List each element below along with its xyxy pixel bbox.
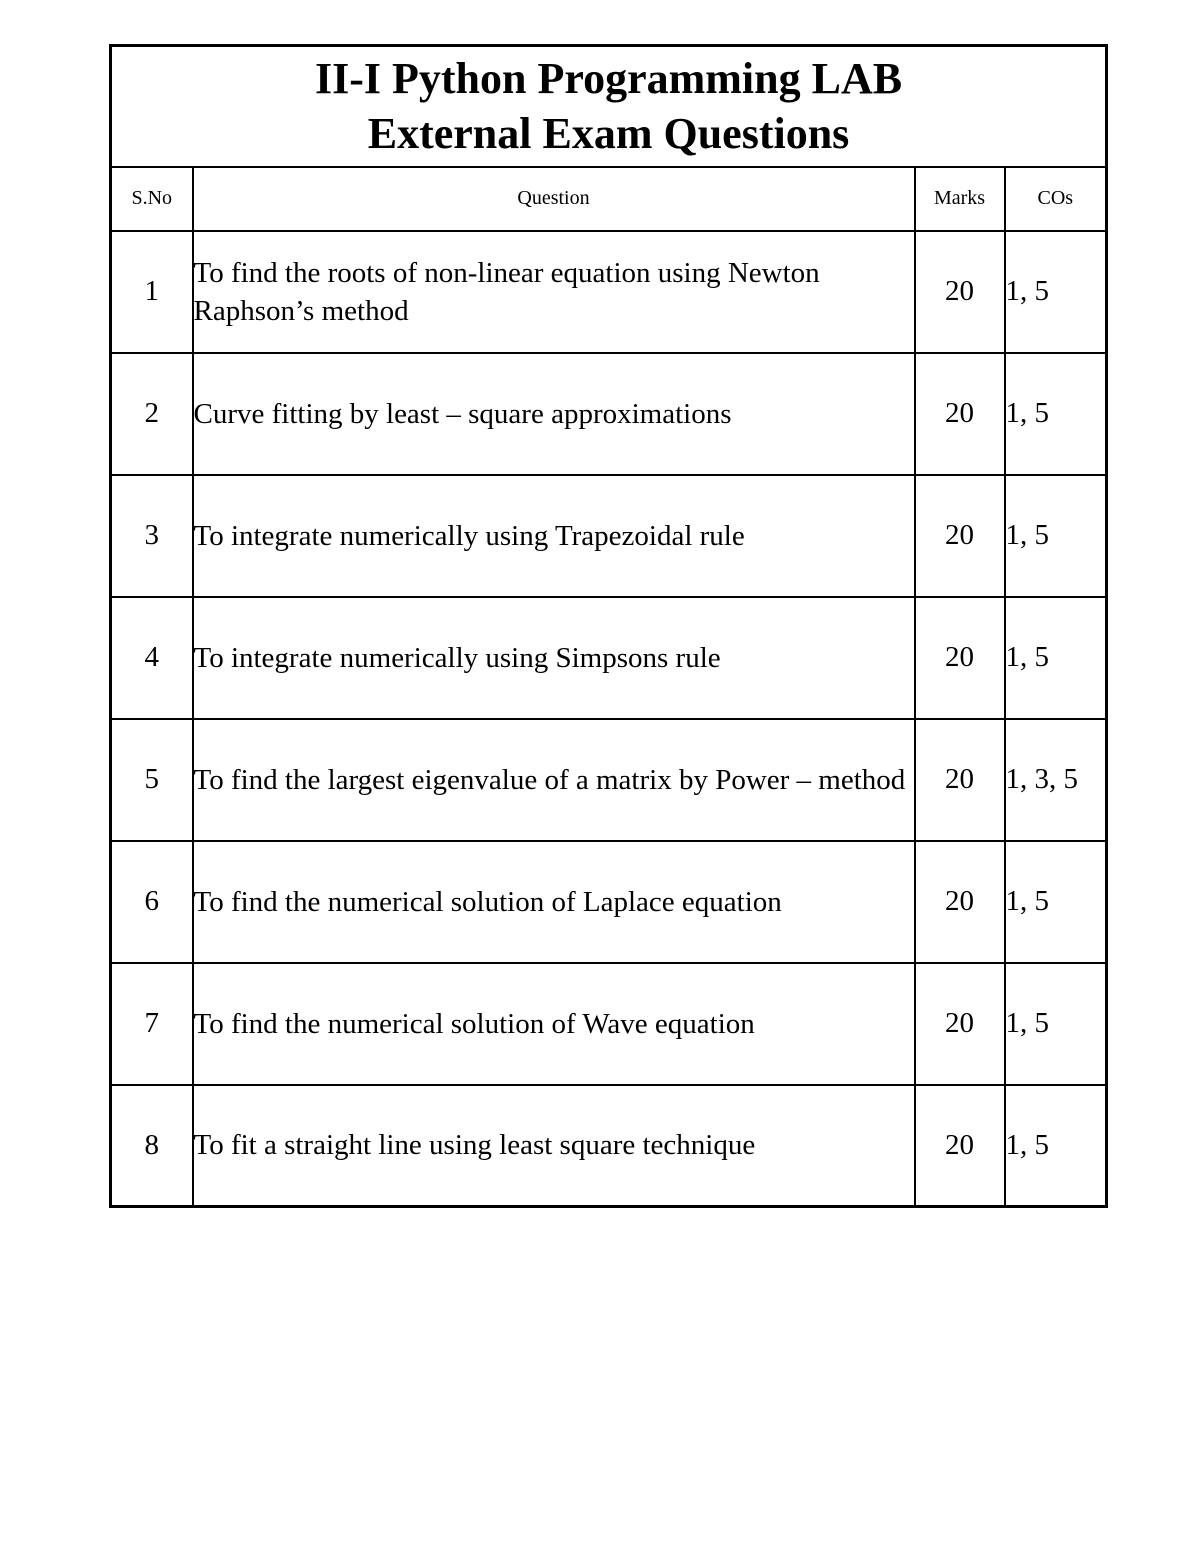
cell-cos: 1, 5 [1005,597,1107,719]
title-line-2: External Exam Questions [367,109,850,159]
page-title [111,46,1107,167]
cell-cos: 1, 5 [1005,231,1107,353]
cell-cos: 1, 5 [1005,1085,1107,1207]
header-cos: COs [1005,167,1107,231]
cell-question: To fit a straight line using least square technique [193,1085,915,1207]
cell-cos: 1, 3, 5 [1005,719,1107,841]
cell-marks: 20 [915,353,1005,475]
header-marks: Marks [915,167,1005,231]
cell-marks: 20 [915,1085,1005,1207]
cell-sno: 4 [111,597,193,719]
cell-cos: 1, 5 [1005,841,1107,963]
cell-marks: 20 [915,597,1005,719]
cell-sno: 6 [111,841,193,963]
table-row [111,231,1107,353]
cell-sno: 8 [111,1085,193,1207]
cell-question: To integrate numerically using Trapezoidal rule [193,475,915,597]
cell-marks: 20 [915,719,1005,841]
table-row [111,841,1107,963]
cell-question: To integrate numerically using Simpsons rule [193,597,915,719]
cell-question: To find the largest eigenvalue of a matrix by Power – method [193,719,915,841]
cell-marks: 20 [915,841,1005,963]
cell-question: To find the numerical solution of Wave equation [193,963,915,1085]
cell-question: To find the roots of non-linear equation using Newton Raphson’s method [193,231,915,353]
table-row [111,963,1107,1085]
cell-marks: 20 [915,963,1005,1085]
table-row [111,719,1107,841]
cell-cos: 1, 5 [1005,353,1107,475]
table-row [111,597,1107,719]
cell-cos: 1, 5 [1005,963,1107,1085]
column-header-row [111,167,1107,231]
cell-sno: 5 [111,719,193,841]
table-row [111,1085,1107,1207]
cell-sno: 3 [111,475,193,597]
cell-sno: 2 [111,353,193,475]
table-row [111,353,1107,475]
cell-question: Curve fitting by least – square approximations [193,353,915,475]
cell-sno: 7 [111,963,193,1085]
cell-marks: 20 [915,231,1005,353]
header-sno: S.No [111,167,193,231]
cell-question: To find the numerical solution of Laplace equation [193,841,915,963]
title-line-1: II-I Python Programming LAB [314,54,903,104]
header-question: Question [193,167,915,231]
title-row [111,46,1107,167]
exam-sheet [109,44,1105,1208]
cell-sno: 1 [111,231,193,353]
table-row [111,475,1107,597]
exam-questions-table [109,44,1108,1208]
cell-cos: 1, 5 [1005,475,1107,597]
cell-marks: 20 [915,475,1005,597]
